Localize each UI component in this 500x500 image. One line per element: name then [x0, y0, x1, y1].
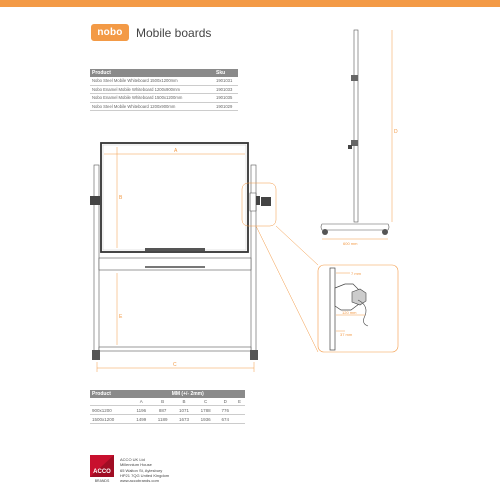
- letter-a: A: [131, 398, 153, 406]
- base-width-label: 600 mm: [343, 241, 358, 246]
- product-name: Nobo Enamel Mobile Whiteboard 1200x900mm: [90, 85, 214, 94]
- measurement-table: [90, 390, 245, 424]
- value-cell: 776: [216, 406, 234, 415]
- value-cell: 674: [216, 415, 234, 424]
- detail-37mm-label: 37 mm: [340, 332, 353, 337]
- dim-label-c: C: [173, 362, 177, 368]
- product-sku: 1901035: [214, 94, 238, 103]
- value-cell: 1189: [152, 415, 173, 424]
- product-name: Nobo Steel Mobile Whiteboard 1200x900mm: [90, 102, 214, 111]
- nobo-logo: nobo: [91, 24, 129, 41]
- lower-tray: [99, 258, 251, 270]
- dim-label-d: D: [394, 129, 398, 135]
- sku-column-header: Sku: [214, 69, 238, 77]
- value-cell: 1788: [195, 406, 217, 415]
- dim-label-e: E: [119, 314, 123, 320]
- company-address: [120, 457, 169, 483]
- value-cell: 1071: [173, 406, 195, 415]
- pen-tray: [145, 248, 205, 251]
- website-link[interactable]: www.accobrands.com: [120, 478, 159, 484]
- size-cell: 1500x1200: [90, 415, 131, 424]
- address-line: Millennium House: [120, 462, 152, 468]
- detail-120mm-label: 120 mm: [342, 310, 357, 315]
- value-cell: 887: [152, 406, 173, 415]
- value-cell: 1499: [131, 415, 153, 424]
- address-line: HP21 7QG United Kingdom: [120, 472, 170, 478]
- dim-label-b: B: [119, 195, 123, 201]
- detail-7mm-label: 7 mm: [351, 271, 361, 276]
- size-cell: 900x1200: [90, 406, 131, 415]
- value-cell: 1936: [195, 415, 217, 424]
- product-name: Nobo Steel Mobile Whiteboard 1500x1200mm: [90, 77, 214, 85]
- product-column-header: Product: [90, 69, 214, 77]
- acco-logo-text: ACCO: [93, 469, 111, 475]
- page-title: Mobile boards: [136, 26, 212, 40]
- letter-b: B: [152, 398, 173, 406]
- letter-e: E: [234, 398, 245, 406]
- product-column-header: Product: [90, 390, 131, 398]
- value-cell: 1673: [173, 415, 195, 424]
- left-leg: [94, 165, 99, 355]
- dim-label-a: A: [174, 148, 178, 154]
- acco-brands-logo: [90, 455, 114, 483]
- product-sku: 1901029: [214, 102, 238, 111]
- letter-d: D: [216, 398, 234, 406]
- side-view: [321, 30, 398, 246]
- address-line: 65 Walton St, Aylesbury: [120, 467, 163, 473]
- letter-c: C: [195, 398, 217, 406]
- dimension-letter-row: [90, 398, 245, 406]
- product-sku: 1901033: [214, 85, 238, 94]
- letter-b: B: [173, 398, 195, 406]
- front-view: [90, 143, 260, 372]
- product-name: Nobo Enamel Mobile Whiteboard 1500x1200mm: [90, 94, 214, 103]
- acco-logo-sub: BRANDS: [94, 479, 110, 483]
- detail-view: [318, 265, 398, 352]
- address-line: ACCO UK Ltd: [120, 457, 145, 462]
- product-sku: 1901031: [214, 77, 238, 85]
- value-cell: 1196: [131, 406, 153, 415]
- whiteboard-frame: [101, 143, 248, 252]
- table-row: [90, 406, 245, 415]
- mm-column-header: MM (+/- 2mm): [131, 390, 246, 398]
- table-row: [90, 415, 245, 424]
